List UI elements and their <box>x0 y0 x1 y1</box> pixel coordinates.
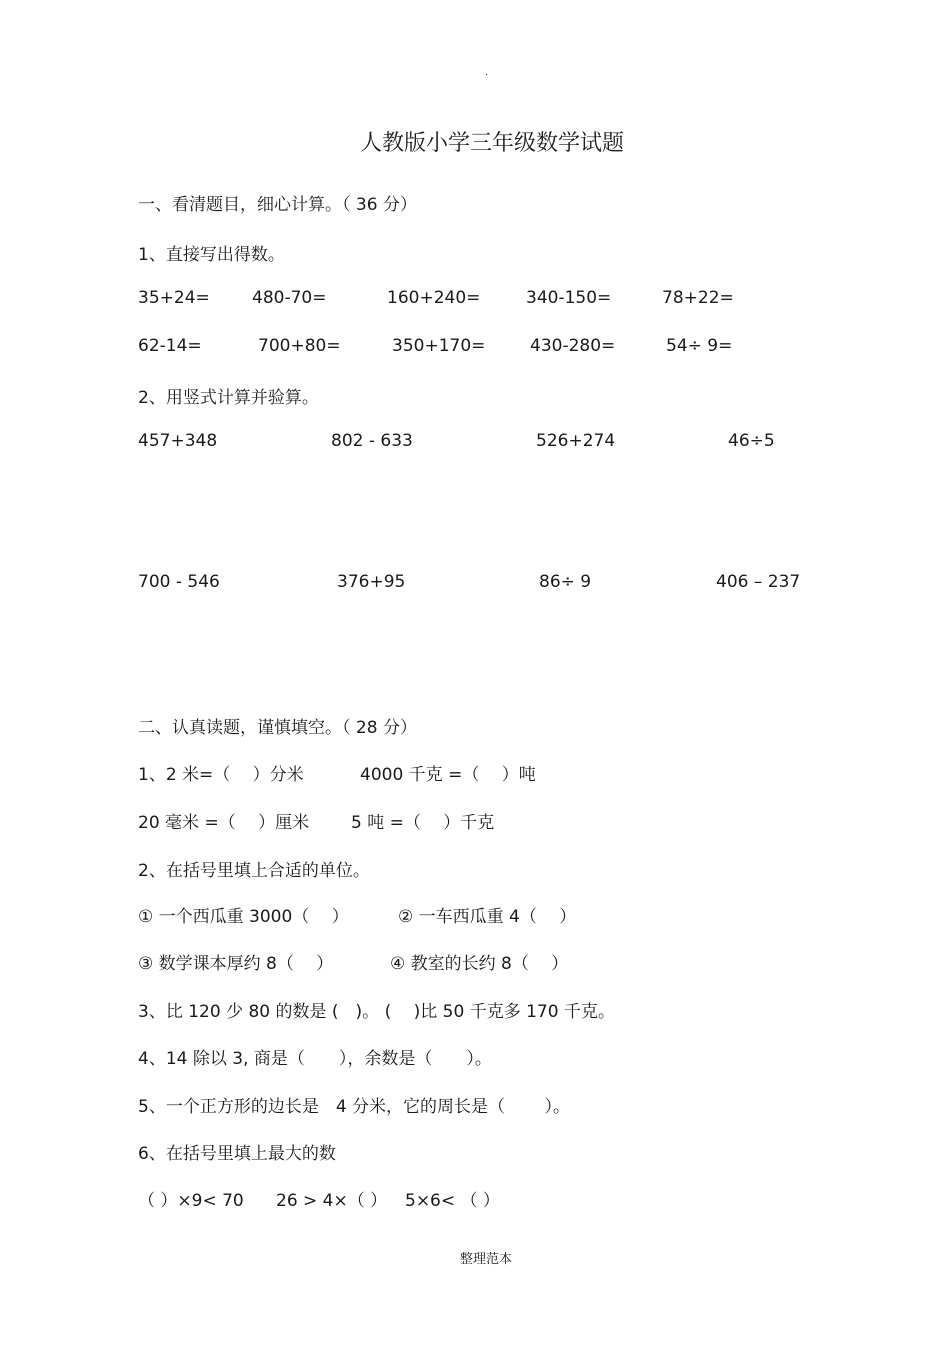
oral-calc-item: 700+80= <box>258 336 341 356</box>
oral-calc-item: 160+240= <box>387 288 481 308</box>
section2-q4: 4、14 除以 3, 商是（ ），余数是（ ）。 <box>138 1049 492 1069</box>
header-mark: · <box>485 70 489 81</box>
section2-q6-label: 6、在括号里填上最大的数 <box>138 1144 336 1164</box>
unit-blank-item: ① 一个西瓜重 3000（ ） <box>138 907 349 927</box>
column-calc-item: 526+274 <box>536 431 616 451</box>
unit-blank-item: ② 一车西瓜重 4（ ） <box>398 907 577 927</box>
section2-q2-label: 2、在括号里填上合适的单位。 <box>138 861 370 881</box>
page-title: 人教版小学三年级数学试题 <box>359 131 624 156</box>
column-calc-item: 86÷ 9 <box>539 572 592 592</box>
unit-blank-item: ④ 教室的长约 8（ ） <box>390 954 569 974</box>
section2-q5: 5、一个正方形的边长是 4 分米，它的周长是（ ）。 <box>138 1097 570 1117</box>
oral-calc-item: 78+22= <box>662 288 734 308</box>
oral-calc-item: 350+170= <box>392 336 486 356</box>
fill-blank-item: 20 毫米 =（ ）厘米 <box>138 813 310 833</box>
unit-blank-item: ③ 数学课本厚约 8（ ） <box>138 954 334 974</box>
page-footer: 整理范本 <box>459 1252 512 1267</box>
column-calc-item: 376+95 <box>337 572 406 592</box>
column-calc-item: 802 - 633 <box>331 431 413 451</box>
max-number-item: 26 > 4×（ ） <box>276 1191 388 1211</box>
oral-calc-item: 54÷ 9= <box>666 336 733 356</box>
fill-blank-item: 1、2 米=（ ）分米 <box>138 765 304 785</box>
max-number-item: 5×6< （ ） <box>405 1191 500 1211</box>
oral-calc-item: 35+24= <box>138 288 210 308</box>
fill-blank-item: 4000 千克 =（ ）吨 <box>360 765 536 785</box>
column-calc-item: 46÷5 <box>728 431 775 451</box>
max-number-item: （ ）×9< 70 <box>138 1191 244 1211</box>
column-calc-item: 457+348 <box>138 431 218 451</box>
oral-calc-item: 480-70= <box>252 288 327 308</box>
section2-heading: 二、认真读题，谨慎填空。（ 28 分） <box>138 718 417 738</box>
section1-heading: 一、看清题目，细心计算。（ 36 分） <box>138 195 417 215</box>
section2-q3: 3、比 120 少 80 的数是 ( )。 ( )比 50 千克多 170 千克。 <box>138 1002 615 1022</box>
section1-q1-label: 1、直接写出得数。 <box>138 245 285 265</box>
column-calc-item: 406 – 237 <box>716 572 801 592</box>
fill-blank-item: 5 吨 =（ ）千克 <box>351 813 495 833</box>
column-calc-item: 700 - 546 <box>138 572 220 592</box>
oral-calc-item: 62-14= <box>138 336 202 356</box>
oral-calc-item: 340-150= <box>526 288 612 308</box>
oral-calc-item: 430-280= <box>530 336 616 356</box>
section1-q2-label: 2、用竖式计算并验算。 <box>138 388 319 408</box>
